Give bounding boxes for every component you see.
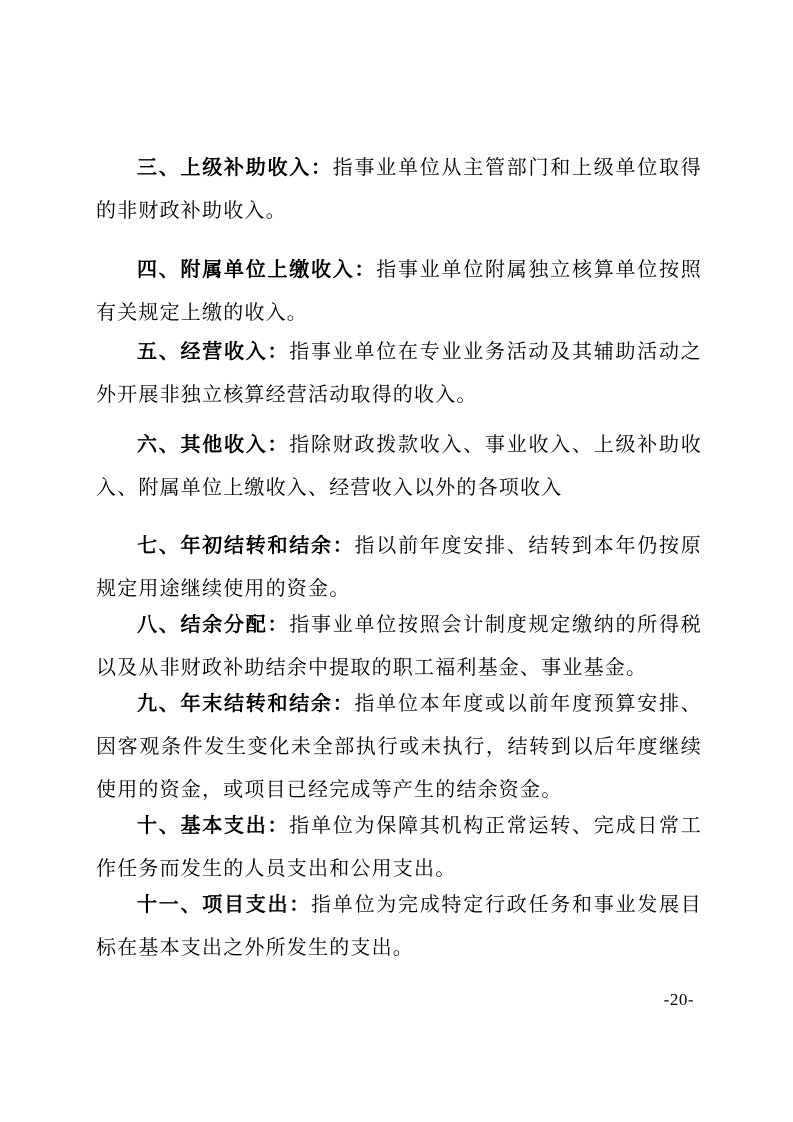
definition-term: 五、经营收入：	[137, 339, 290, 363]
definition-text: 指除财政拨款收入、事业收入、上级补助收入、附属单位上缴收入、经营收入以外的各项收入	[96, 432, 702, 499]
definition-text: 指事业单位在专业业务活动及其辅助活动之外开展非独立核算经营活动取得的收入。	[96, 339, 702, 406]
definition-term: 三、上级补助收入：	[137, 155, 333, 179]
definition-paragraph	[96, 146, 702, 232]
definition-paragraph	[96, 804, 702, 890]
definition-text: 指事业单位按照会计制度规定缴纳的所得税以及从非财政补助结余中提取的职工福利基金、事业基金。	[96, 612, 702, 679]
definition-paragraph	[96, 682, 702, 811]
definition-term: 六、其他收入：	[137, 432, 290, 456]
definition-term: 四、附属单位上缴收入：	[137, 257, 377, 281]
definition-paragraph	[96, 603, 702, 689]
definition-term: 七、年初结转和结余：	[137, 533, 355, 557]
definition-text: 指事业单位附属独立核算单位按照有关规定上缴的收入。	[96, 257, 703, 324]
definition-text: 指单位本年度或以前年度预算安排、因客观条件发生变化未全部执行或未执行，结转到以后年度继续使用的资金，或项目已经完成等产生的结余资金。	[96, 691, 703, 801]
definition-text: 指事业单位从主管部门和上级单位取得的非财政补助收入。	[96, 155, 702, 222]
definition-paragraph	[96, 330, 702, 416]
definition-text: 指单位为保障其机构正常运转、完成日常工作任务而发生的人员支出和公用支出。	[96, 813, 702, 880]
definition-paragraph	[96, 524, 702, 610]
definition-term: 十一、项目支出：	[137, 892, 312, 916]
definition-paragraph	[96, 423, 702, 509]
definition-term: 九、年末结转和结余：	[137, 691, 355, 715]
page-number: -20-	[663, 990, 694, 1009]
definition-term: 十、基本支出：	[137, 813, 290, 837]
definition-paragraph	[96, 248, 702, 334]
definition-text: 指以前年度安排、结转到本年仍按原规定用途继续使用的资金。	[96, 533, 703, 600]
definition-paragraph	[96, 883, 702, 969]
definition-term: 八、结余分配：	[137, 612, 290, 636]
definition-text: 指单位为完成特定行政任务和事业发展目标在基本支出之外所发生的支出。	[96, 892, 702, 959]
